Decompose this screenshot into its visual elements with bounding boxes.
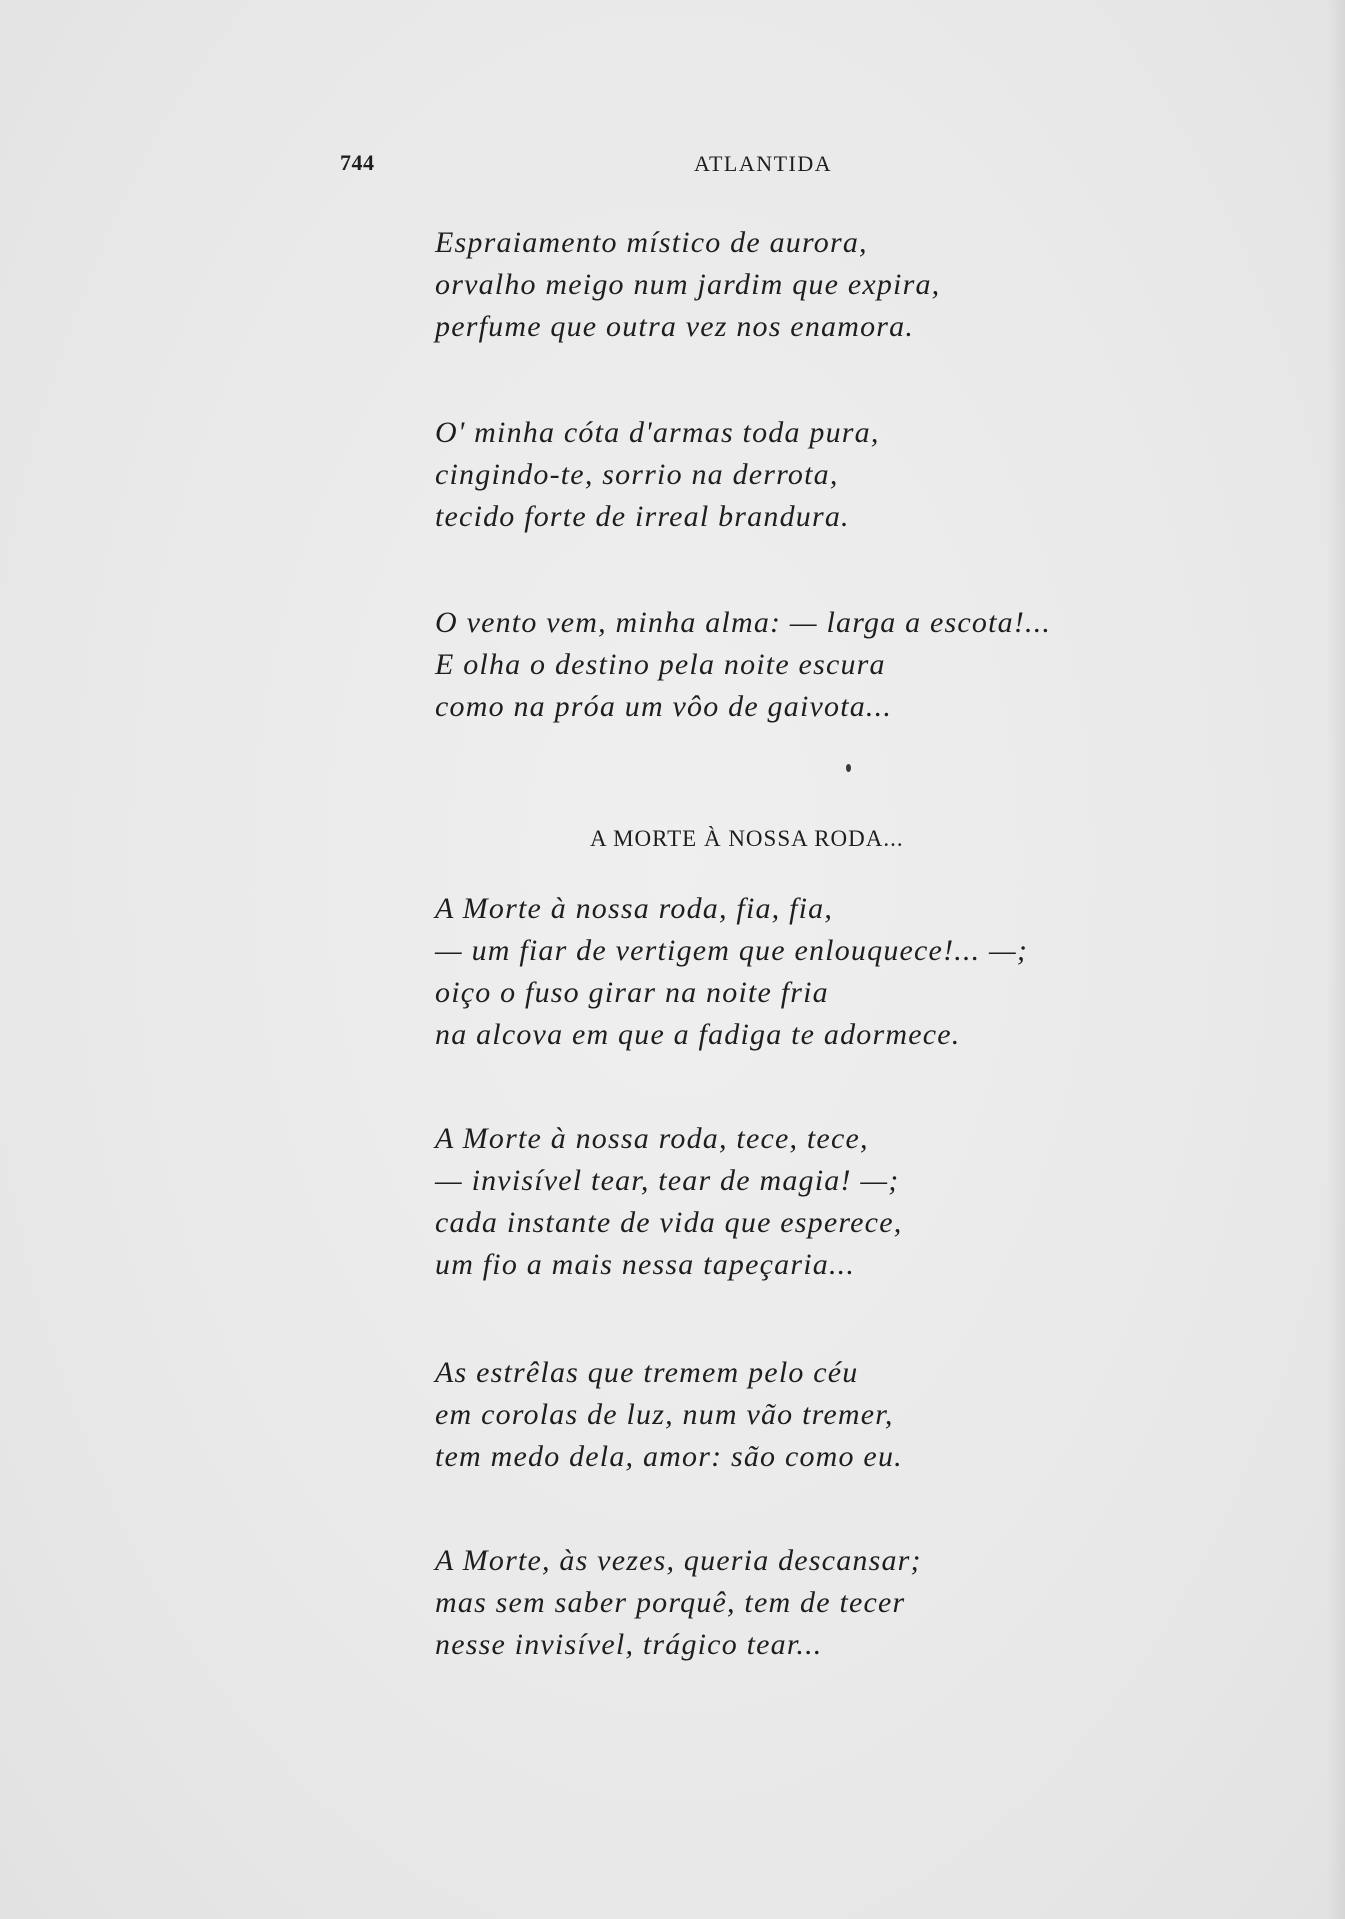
verse-line: O' minha cóta d'armas toda pura,	[435, 416, 880, 449]
verse-line: As estrêlas que tremem pelo céu	[435, 1356, 859, 1389]
verse-line: tem medo dela, amor: são como eu.	[435, 1440, 903, 1473]
ink-speck	[846, 764, 851, 772]
page-edge-shadow	[1327, 0, 1345, 1919]
verse-line: A Morte à nossa roda, tece, tece,	[435, 1122, 869, 1155]
verse-line: cingindo-te, sorrio na derrota,	[435, 458, 839, 491]
verse-line: Espraiamento místico de aurora,	[435, 226, 868, 259]
verse-line: orvalho meigo num jardim que expira,	[435, 268, 941, 301]
poem-title: A MORTE À NOSSA RODA...	[590, 826, 904, 851]
stanza	[435, 222, 1215, 348]
verse-line: tecido forte de irreal brandura.	[435, 500, 850, 533]
running-title: ATLANTIDA	[694, 151, 833, 176]
verse-line: E olha o destino pela noite escura	[435, 648, 886, 681]
verse-line: um fio a mais nessa tapeçaria...	[435, 1248, 856, 1281]
stanza	[435, 1540, 1215, 1666]
verse-line: oiço o fuso girar na noite fria	[435, 976, 829, 1009]
verse-line: mas sem saber porquê, tem de tecer	[435, 1586, 906, 1619]
stanza	[435, 412, 1215, 538]
page-header	[0, 150, 1345, 186]
verse-line: — um fiar de vertigem que enlouquece!... —;	[435, 934, 1029, 967]
verse-line: O vento vem, minha alma: — larga a escota!...	[435, 606, 1052, 639]
verse-line: A Morte, às vezes, queria descansar;	[435, 1544, 922, 1577]
verse-line: como na próa um vôo de gaivota...	[435, 690, 893, 723]
verse-line: perfume que outra vez nos enamora.	[435, 310, 915, 343]
verse-line: nesse invisível, trágico tear...	[435, 1628, 823, 1661]
page-number: 744	[340, 150, 375, 175]
verse-line: na alcova em que a fadiga te adormece.	[435, 1018, 961, 1051]
stanza	[435, 602, 1215, 728]
stanza	[435, 1352, 1215, 1478]
stanza	[435, 888, 1215, 1056]
verse-line: em corolas de luz, num vão tremer,	[435, 1398, 894, 1431]
stanza	[435, 1118, 1215, 1286]
verse-line: — invisível tear, tear de magia! —;	[435, 1164, 900, 1197]
verse-line: A Morte à nossa roda, fia, fia,	[435, 892, 834, 925]
verse-line: cada instante de vida que esperece,	[435, 1206, 903, 1239]
